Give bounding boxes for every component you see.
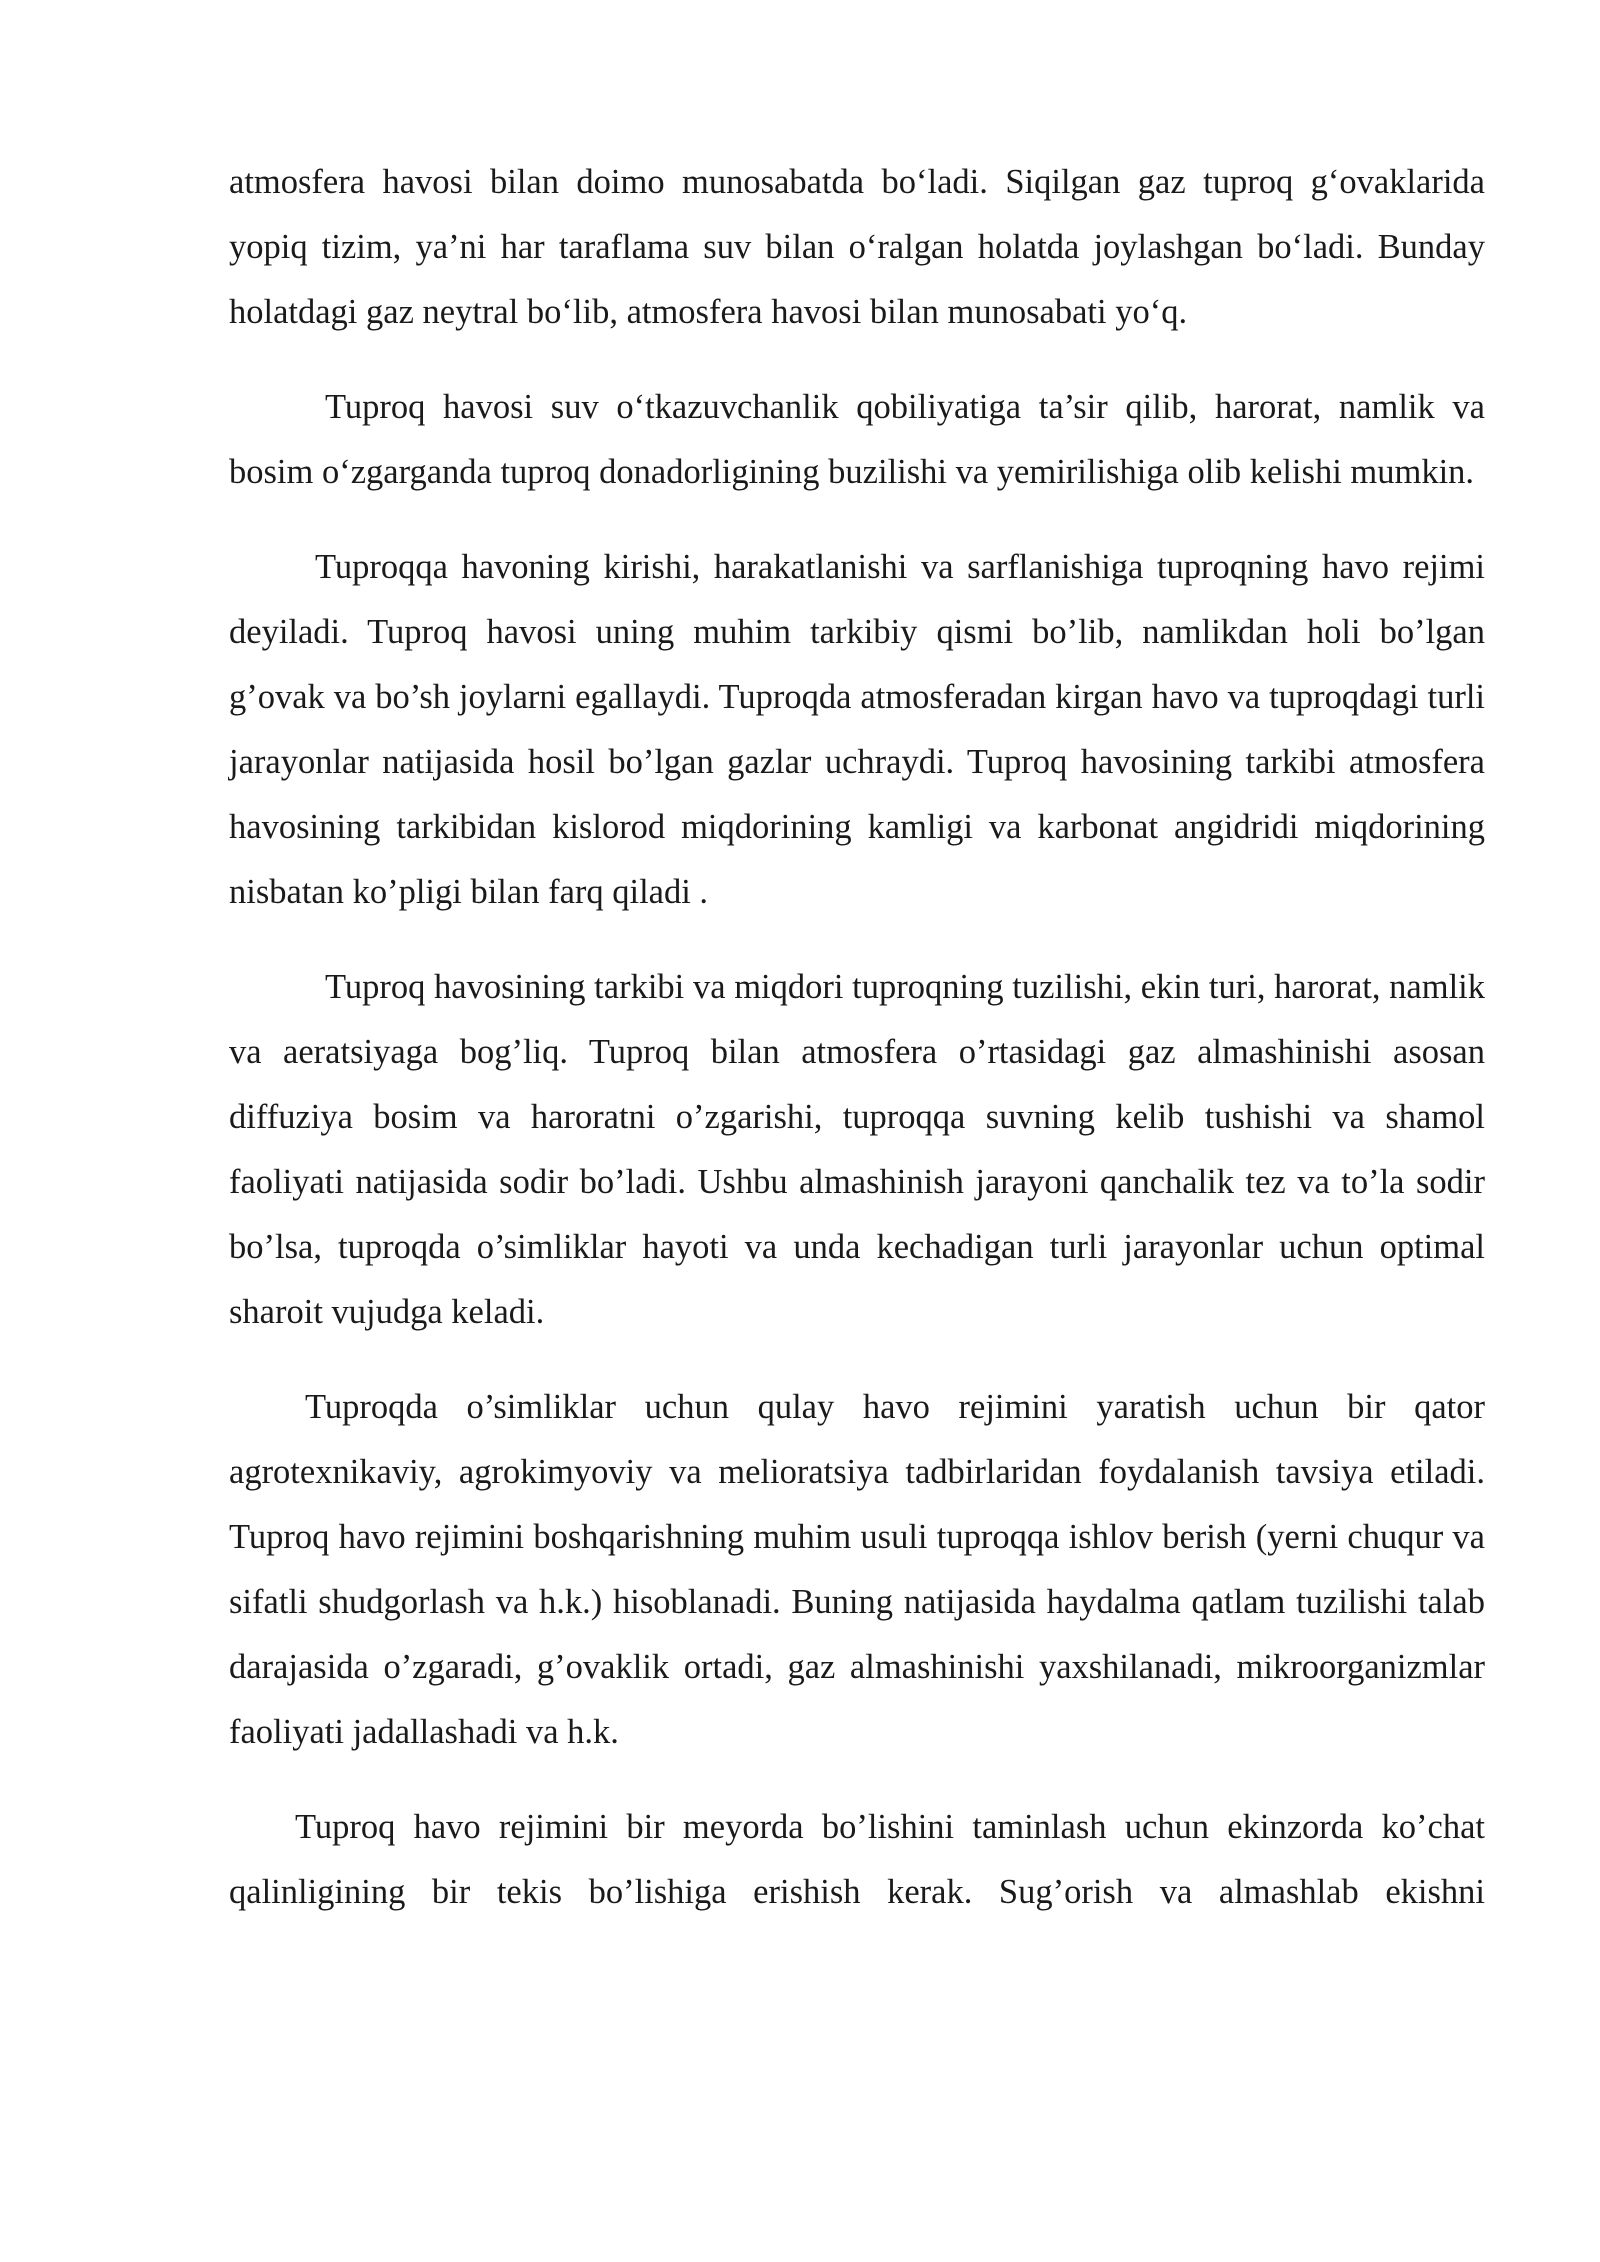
- paragraph-1: atmosfera havosi bilan doimo munosabatda bo‘ladi. Siqilgan gaz tuproq g‘ovaklarida yopiq tizim, ya’ni har taraflama suv bilan o‘ralgan holatda joylashgan bo‘ladi. Bunday holatdagi gaz neytral bo‘lib, atmosfera havosi bilan munosabati yo‘q.: [229, 163, 1485, 331]
- paragraph-2: Tuproq havosi suv o‘tkazuvchanlik qobiliyatiga ta’sir qilib, harorat, namlik va bosim o‘zgarganda tuproq donadorligining buzilishi va yemirilishiga olib kelishi mumkin.: [229, 388, 1485, 491]
- document-body: [229, 150, 1485, 1925]
- paragraph-6: Tuproq havo rejimini bir meyorda bo’lishini taminlash uchun ekinzorda ko’chat qalinligining bir tekis bo’lishiga erishish kerak. Sug’orish va almashlab ekishni: [229, 1808, 1485, 1911]
- paragraph-4: Tuproq havosining tarkibi va miqdori tuproqning tuzilishi, ekin turi, harorat, namlik va aeratsiyaga bog’liq. Tuproq bilan atmosfera o’rtasidagi gaz almashinishi asosan diffuziya bosim va haroratni o’zgarishi, tuproqqa suvning kelib tushishi va shamol faoliyati natijasida sodir bo’ladi. Ushbu almashinish jarayoni qanchalik tez va to’la sodir bo’lsa, tuproqda o’simliklar hayoti va unda kechadigan turli jarayonlar uchun optimal sharoit vujudga keladi.: [229, 968, 1485, 1331]
- paragraph-5: Tuproqda o’simliklar uchun qulay havo rejimini yaratish uchun bir qator agrotexnikaviy, agrokimyoviy va melioratsiya tadbirlaridan foydalanish tavsiya etiladi. Tuproq havo rejimini boshqarishning muhim usuli tuproqqa ishlov berish (yerni chuqur va sifatli shudgorlash va h.k.) hisoblanadi. Buning natijasida haydalma qatlam tuzilishi talab darajasida o’zgaradi, g’ovaklik ortadi, gaz almashinishi yaxshilanadi, mikroorganizmlar faoliyati jadallashadi va h.k.: [229, 1388, 1485, 1751]
- paragraph-3: Tuproqqa havoning kirishi, harakatlanishi va sarflanishiga tuproqning havo rejimi deyiladi. Tuproq havosi uning muhim tarkibiy qismi bo’lib, namlikdan holi bo’lgan g’ovak va bo’sh joylarni egallaydi. Tuproqda atmosferadan kirgan havo va tuproqdagi turli jarayonlar natijasida hosil bo’lgan gazlar uchraydi. Tuproq havosining tarkibi atmosfera havosining tarkibidan kislorod miqdorining kamligi va karbonat angidridi miqdorining nisbatan ko’pligi bilan farq qiladi .: [229, 548, 1485, 911]
